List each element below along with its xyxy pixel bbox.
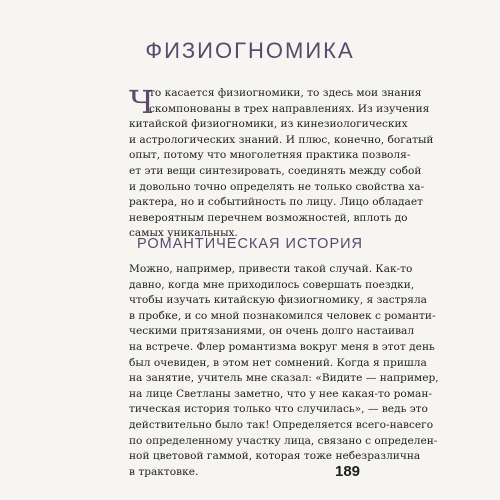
chapter-title: ФИЗИОГНОМИКА bbox=[145, 38, 355, 63]
text-line: то касается физиогномики, то здесь мои знания bbox=[149, 87, 422, 99]
text-line: ет эти вещи синтезировать, соединять между собой bbox=[129, 164, 422, 177]
text-line: Можно, например, привести такой случай. Как-то bbox=[129, 263, 413, 275]
text-line: давно, когда мне приходилось совершать поездки, bbox=[129, 278, 415, 291]
text-line: на занятие, учитель мне сказал: «Видите — например, bbox=[129, 372, 439, 385]
text-line: рактера, но и событийность по лицу. Лицо обладает bbox=[129, 196, 423, 209]
page-number: 189 bbox=[335, 463, 361, 480]
text-line: по определенному участку лица, связано с определен- bbox=[129, 434, 438, 447]
text-line: в пробке, и со мной познакомился человек с романти- bbox=[129, 309, 436, 322]
text-line: самых уникальных. bbox=[129, 227, 238, 240]
text-line: и астрологических знаний. И плюс, конечно, богатый bbox=[129, 133, 434, 146]
text-line: на лице Светланы заметно, что у нее какая-то роман- bbox=[129, 387, 433, 400]
story-paragraph bbox=[129, 262, 439, 480]
text-line: ной цветовой гаммой, которая тоже небезразлична bbox=[129, 450, 421, 463]
text-line: тическая история только что случилась», — ведь это bbox=[129, 403, 428, 416]
section-title: РОМАНТИЧЕСКАЯ ИСТОРИЯ bbox=[136, 236, 364, 252]
drop-cap: Ч bbox=[129, 83, 154, 121]
text-line: на встрече. Флер романтизма вокруг меня в этот день bbox=[129, 340, 435, 353]
text-line: чтобы изучать китайскую физиогномику, я застряла bbox=[129, 294, 428, 307]
text-line: действительно было так! Определяется всего-навсего bbox=[129, 418, 434, 431]
text-line: скомпонованы в трех направлениях. Из изучения bbox=[149, 102, 430, 115]
text-line: невероятным перечнем возможностей, вплоть до bbox=[129, 211, 408, 224]
text-line: китайской физиогномики, из кинезиологических bbox=[129, 118, 408, 131]
text-line: был очевиден, в этом нет сомнений. Когда я пришла bbox=[129, 356, 427, 369]
text-line: и довольно точно определять не только свойства ха- bbox=[129, 180, 425, 193]
text-line: в трактовке. bbox=[129, 465, 199, 478]
text-line: опыт, потому что многолетняя практика позволя- bbox=[129, 149, 411, 162]
intro-paragraph bbox=[129, 83, 434, 242]
text-line: ческими притязаниями, он очень долго настаивал bbox=[129, 325, 415, 338]
